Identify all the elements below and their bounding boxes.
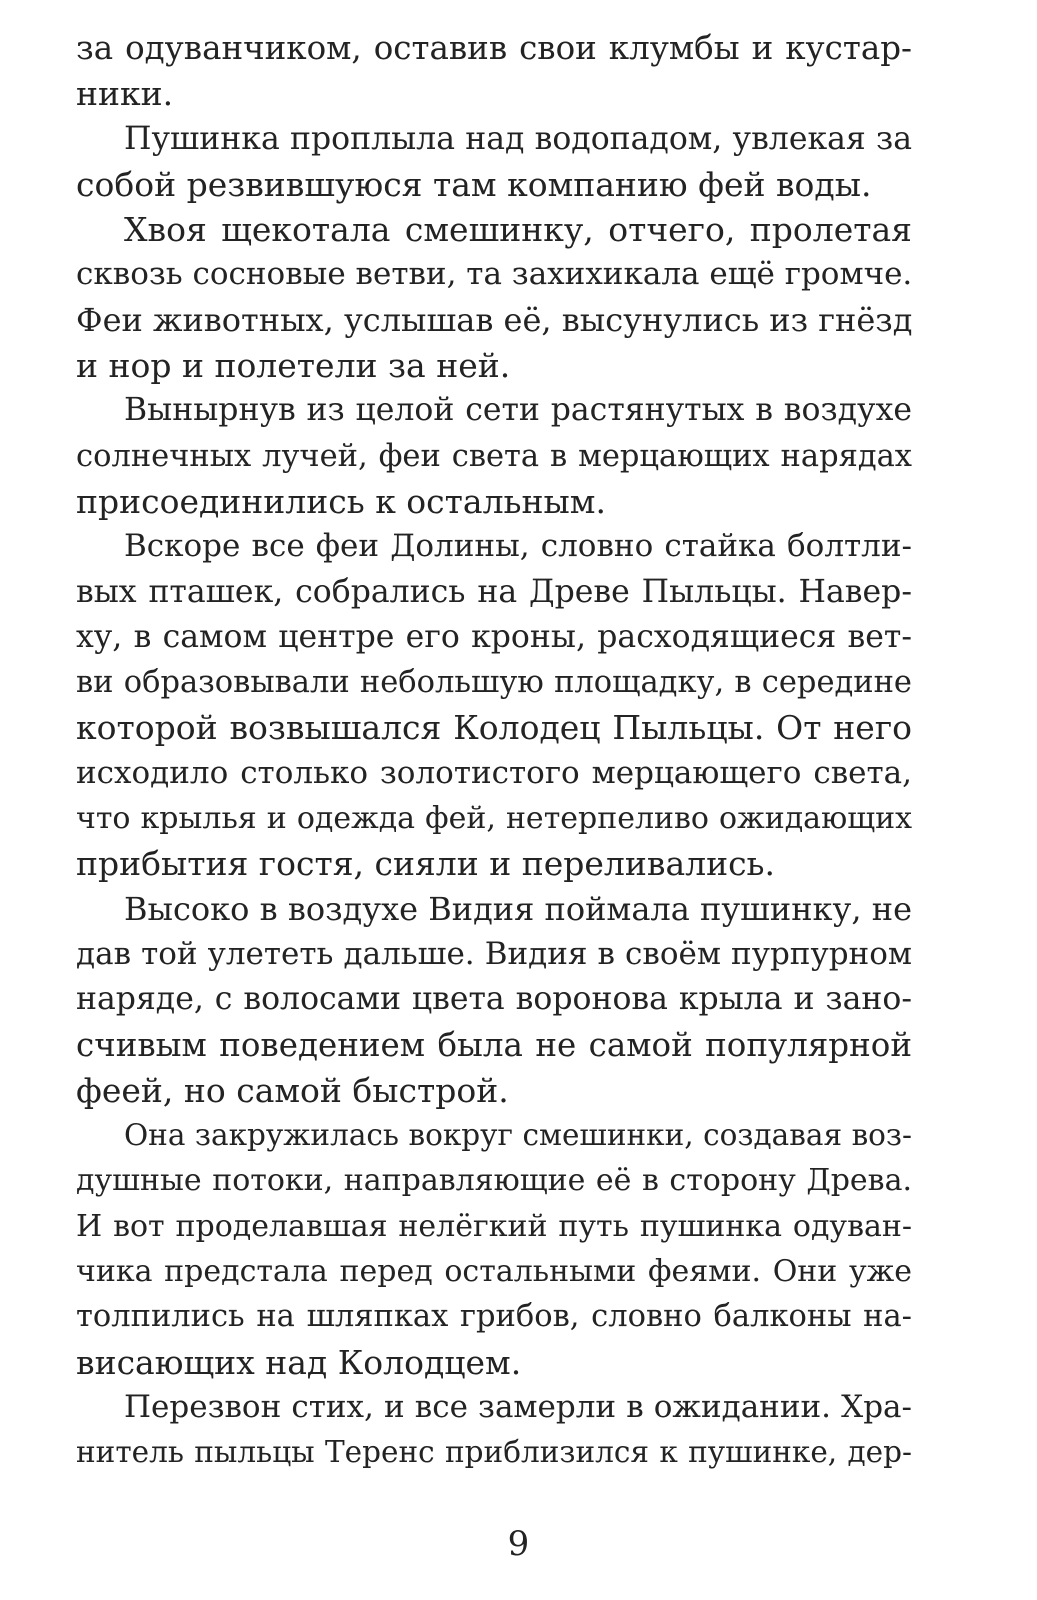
text-line: И вот проделавшая нелёгкий путь пушинка одуван-: [76, 1208, 912, 1244]
text-line: Высоко в воздухе Видия поймала пушинку, не: [124, 889, 912, 928]
page-number: 9: [507, 1524, 530, 1564]
text-line: Она закружилась вокруг смешинки, создавая воз-: [124, 1118, 912, 1153]
text-line: ники.: [76, 74, 174, 114]
text-line: висающих над Колодцем.: [76, 1342, 522, 1382]
text-line: толпились на шляпках грибов, словно балконы на-: [76, 1299, 912, 1335]
text-line: которой возвышался Колодец Пыльцы. От него: [76, 708, 912, 748]
text-line: солнечных лучей, феи света в мерцающих нарядах: [76, 438, 912, 474]
text-line: Пушинка проплыла над водопадом, увлекая за: [124, 120, 912, 157]
text-line: сквозь сосновые ветви, та захихикала ещё громче.: [76, 256, 912, 293]
text-line: феей, но самой быстрой.: [76, 1070, 509, 1110]
text-line: за одуванчиком, оставив свои клумбы и кустар-: [76, 29, 912, 67]
text-line: счивым поведением была не самой популярной: [76, 1025, 912, 1064]
text-line: чика предстала перед остальными феями. Они уже: [76, 1254, 912, 1290]
text-line: дав той улететь дальше. Видия в своём пурпурном: [76, 935, 912, 972]
text-line: и нор и полетели за ней.: [76, 346, 511, 386]
text-line: нитель пыльцы Теренс приблизился к пушинке, дер-: [76, 1435, 912, 1470]
text-line: исходило столько золотистого мерцающего света,: [76, 754, 912, 791]
text-line: Вынырнув из целой сети растянутых в воздухе: [124, 392, 912, 429]
text-line: Вскоре все феи Долины, словно стайка болтли-: [124, 528, 912, 565]
text-line: наряде, с волосами цвета воронова крыла и зано-: [76, 981, 912, 1018]
text-line: собой резвившуюся там компанию фей воды.: [76, 164, 872, 204]
text-line: прибытия гостя, сияли и переливались.: [76, 844, 776, 884]
text-line: присоединились к остальным.: [76, 481, 606, 521]
text-line: вых пташек, собрались на Древе Пыльцы. Навер-: [76, 573, 912, 610]
text-line: ху, в самом центре его кроны, расходящиеся вет-: [76, 618, 912, 655]
text-line: Феи животных, услышав её, высунулись из гнёзд: [76, 300, 912, 339]
text-line: что крылья и одежда фей, нетерпеливо ожидающих: [76, 801, 912, 837]
text-line: ви образовывали небольшую площадку, в середине: [76, 665, 912, 701]
text-line: Перезвон стих, и все замерли в ожидании. Хра-: [124, 1388, 912, 1425]
text-line: душные потоки, направляющие её в сторону Древа.: [76, 1163, 912, 1199]
body-text: [76, 26, 912, 1476]
text-line: Хвоя щекотала смешинку, отчего, пролетая: [124, 210, 912, 250]
